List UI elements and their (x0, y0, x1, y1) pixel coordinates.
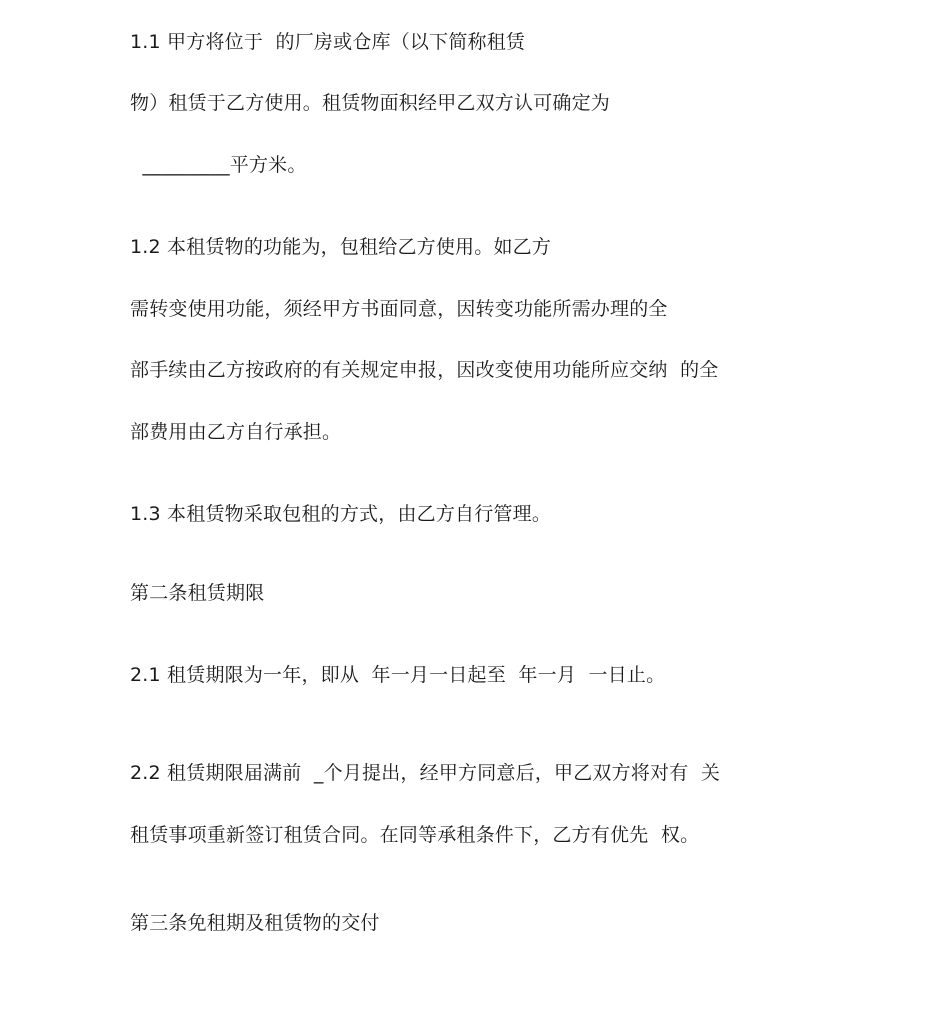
clause-2-2-line-2: 租赁事项重新签订租赁合同。在同等承租条件下，乙方有优先 权。 (130, 824, 700, 846)
clause-1-1-line-3: _________平方米。 (130, 154, 307, 176)
clause-1-2-line-3: 部手续由乙方按政府的有关规定申报，因改变使用功能所应交纳 的全 (130, 359, 719, 381)
clause-1-2-line-2: 需转变使用功能，须经甲方书面同意，因转变功能所需办理的全 (130, 298, 668, 320)
clause-2-2-line-1: 2.2 租赁期限届满前 _个月提出，经甲方同意后，甲乙双方将对有 关 (130, 762, 721, 784)
clause-1-1-line-2: 物）租赁于乙方使用。租赁物面积经甲乙双方认可确定为 (130, 92, 611, 114)
section-3-heading: 第三条免租期及租赁物的交付 (130, 912, 380, 934)
clause-1-2-line-4: 部费用由乙方自行承担。 (130, 421, 342, 443)
clause-2-1-line-1: 2.1 租赁期限为一年，即从 年一月一日起至 年一月 一日止。 (130, 664, 666, 686)
clause-1-3-line-1: 1.3 本租赁物采取包租的方式，由乙方自行管理。 (130, 503, 552, 525)
section-2-heading: 第二条租赁期限 (130, 582, 265, 604)
clause-1-1-line-1: 1.1 甲方将位于 的厂房或仓库（以下简称租赁 (130, 31, 526, 53)
clause-1-2-line-1: 1.2 本租赁物的功能为，包租给乙方使用。如乙方 (130, 236, 552, 258)
